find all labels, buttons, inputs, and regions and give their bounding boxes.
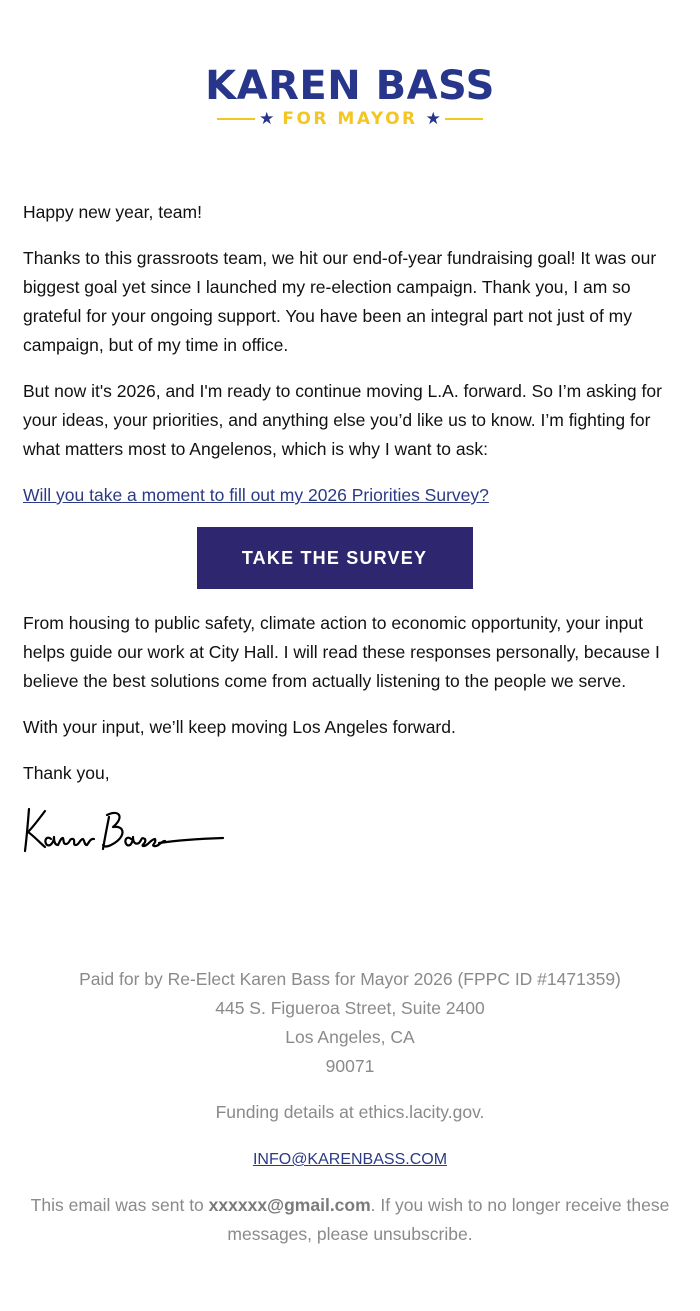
star-icon: ★	[425, 109, 441, 128]
contact-email-link[interactable]: INFO@KARENBASS.COM	[252, 1151, 448, 1168]
campaign-logo	[0, 62, 700, 130]
logo-tagline-row	[0, 108, 700, 130]
email-body	[23, 198, 679, 861]
closing: Thank you,	[23, 763, 110, 783]
body-paragraph-1: Thanks to this grassroots team, we hit our end-of-year fundraising goal! It was our biggest goal yet since I launched my re-election campaign. Thank you, I am so grateful for your ongoing support. You have been an integral part not just of my campaign, but of my time in office.	[23, 248, 657, 355]
body-paragraph-2: But now it's 2026, and I'm ready to continue moving L.A. forward. So I’m asking for your ideas, your priorities, and anything else you’d like us to know. I’m fighting for what matters most to Angelenos, which is why I want to ask:	[23, 381, 662, 459]
footer-street: 445 S. Figueroa Street, Suite 2400	[215, 998, 485, 1018]
body-paragraph-3: From housing to public safety, climate action to economic opportunity, your input helps guide our work at City Hall. I will read these responses personally, because I believe the best solutions come from actually listening to the people we serve.	[23, 613, 660, 691]
take-survey-button[interactable]: TAKE THE SURVEY	[197, 527, 473, 589]
footer-city-state: Los Angeles, CA	[285, 1027, 415, 1047]
survey-link-paragraph	[23, 481, 679, 510]
sent-suffix: . If you wish to no longer receive these messages, please	[227, 1195, 670, 1244]
recipient-email: xxxxxx@gmail.com	[208, 1195, 371, 1215]
funding-details: Funding details at ethics.lacity.gov.	[215, 1102, 485, 1122]
logo-rule-left	[217, 118, 255, 120]
logo-tagline: FOR MAYOR	[282, 109, 418, 129]
footer-address-block	[20, 965, 680, 1081]
email-footer	[20, 965, 680, 1266]
signature	[23, 805, 679, 861]
footer-zip: 90071	[325, 1056, 375, 1076]
signature-image	[23, 805, 228, 857]
unsubscribe-link[interactable]: unsubscribe	[373, 1224, 468, 1244]
paid-for-disclaimer: Paid for by Re-Elect Karen Bass for Mayor 2026 (FPPC ID #1471359)	[79, 969, 621, 989]
body-paragraph-4: With your input, we’ll keep moving Los Angeles forward.	[23, 717, 456, 737]
greeting: Happy new year, team!	[23, 202, 202, 222]
logo-name: KAREN BASS	[205, 63, 495, 109]
unsubscribe-notice	[20, 1191, 680, 1249]
sent-prefix: This email was sent to	[30, 1195, 209, 1215]
logo-rule-right	[445, 118, 483, 120]
sent-end: .	[467, 1224, 473, 1244]
contact-email-row	[20, 1144, 680, 1174]
survey-link[interactable]: Will you take a moment to fill out my 2026 Priorities Survey?	[23, 485, 489, 505]
survey-button-wrap	[23, 527, 679, 589]
star-icon: ★	[259, 109, 275, 128]
